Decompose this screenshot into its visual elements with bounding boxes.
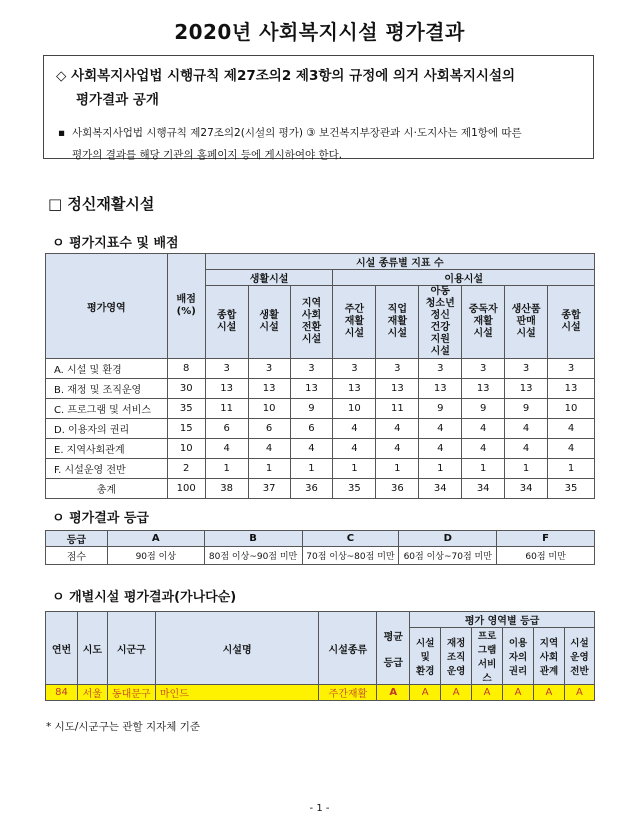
value-cell: 34	[505, 479, 548, 499]
value-cell: 4	[376, 439, 419, 459]
value-cell: 6	[248, 419, 290, 439]
value-cell: 9	[505, 399, 548, 419]
value-cell: 3	[548, 359, 595, 379]
value-cell: 4	[333, 419, 376, 439]
intro-bullet	[58, 122, 522, 166]
name-cell: 마인드	[155, 685, 319, 701]
value-cell: 4	[333, 439, 376, 459]
value-cell: 4	[419, 419, 462, 439]
area-cell: F. 시설운영 전반	[46, 459, 168, 479]
header-use: 이용시설	[333, 270, 595, 286]
value-cell: 4	[376, 419, 419, 439]
value-cell: 1	[333, 459, 376, 479]
table-row	[46, 479, 595, 499]
value-cell: 36	[290, 479, 333, 499]
value-cell: 4	[548, 419, 595, 439]
header-area-group: 평가 영역별 등급	[410, 612, 595, 628]
score-cell: 2	[167, 459, 205, 479]
score-cell: 35	[167, 399, 205, 419]
value-cell: 34	[419, 479, 462, 499]
value-cell: 34	[462, 479, 505, 499]
value-cell: 3	[205, 359, 248, 379]
value-cell: 11	[376, 399, 419, 419]
grade-cell: C	[302, 531, 399, 547]
value-cell: 1	[505, 459, 548, 479]
header-score: 배점 (%)	[167, 254, 205, 359]
value-cell: 3	[505, 359, 548, 379]
range-cell: 70점 이상~80점 미만	[302, 547, 399, 565]
value-cell: 38	[205, 479, 248, 499]
table-row	[46, 419, 595, 439]
section-heading: □ 정신재활시설	[48, 195, 155, 213]
value-cell: 10	[248, 399, 290, 419]
grade-cell: A	[377, 685, 410, 701]
header-name: 시설명	[155, 612, 319, 685]
header-sido: 시도	[77, 612, 107, 685]
type-cell: 주간재활	[319, 685, 377, 701]
value-cell: 13	[462, 379, 505, 399]
column-header: 생산품 판매 시설	[505, 286, 548, 359]
sido-cell: 서울	[77, 685, 107, 701]
area-grade-cell: A	[441, 685, 472, 701]
column-header: 주간 재활 시설	[333, 286, 376, 359]
value-cell: 3	[376, 359, 419, 379]
grade-cell: D	[399, 531, 497, 547]
sigungu-cell: 동대문구	[107, 685, 155, 701]
score-cell: 100	[167, 479, 205, 499]
value-cell: 37	[248, 479, 290, 499]
table-row	[46, 399, 595, 419]
area-cell: B. 재정 및 조직운영	[46, 379, 168, 399]
area-cell: A. 시설 및 환경	[46, 359, 168, 379]
area-cell: C. 프로그램 및 서비스	[46, 399, 168, 419]
value-cell: 3	[333, 359, 376, 379]
header-group: 시설 종류별 지표 수	[205, 254, 594, 270]
value-cell: 10	[333, 399, 376, 419]
table-row	[46, 459, 595, 479]
table-row	[46, 359, 595, 379]
value-cell: 13	[548, 379, 595, 399]
value-cell: 1	[248, 459, 290, 479]
area-header: 프로 그램 서비 스	[472, 628, 503, 685]
value-cell: 11	[205, 399, 248, 419]
range-label: 점수	[46, 547, 108, 565]
score-cell: 15	[167, 419, 205, 439]
value-cell: 4	[290, 439, 333, 459]
column-header: 종합 시설	[548, 286, 595, 359]
value-cell: 13	[505, 379, 548, 399]
value-cell: 4	[505, 439, 548, 459]
footnote: * 시도/시군구는 관할 지자체 기준	[46, 721, 200, 733]
value-cell: 1	[548, 459, 595, 479]
value-cell: 13	[333, 379, 376, 399]
value-cell: 4	[419, 439, 462, 459]
area-header: 재정 조직 운영	[441, 628, 472, 685]
value-cell: 6	[205, 419, 248, 439]
intro-line-1: ◇ 사회복지사업법 시행규칙 제27조의2 제3항의 규정에 의거 사회복지시설의	[56, 68, 516, 84]
area-grade-cell: A	[472, 685, 503, 701]
value-cell: 1	[290, 459, 333, 479]
range-cell: 90점 이상	[107, 547, 204, 565]
score-table	[45, 253, 595, 499]
value-cell: 13	[376, 379, 419, 399]
area-grade-cell: A	[534, 685, 565, 701]
no-cell: 84	[46, 685, 78, 701]
grade-cell: F	[497, 531, 595, 547]
value-cell: 4	[548, 439, 595, 459]
column-header: 생활 시설	[248, 286, 290, 359]
value-cell: 1	[419, 459, 462, 479]
area-header: 시설 운영 전반	[564, 628, 594, 685]
value-cell: 3	[290, 359, 333, 379]
area-grade-cell: A	[503, 685, 534, 701]
intro-box	[43, 55, 594, 159]
value-cell: 4	[248, 439, 290, 459]
intro-line-2: 평가결과 공개	[76, 92, 159, 108]
header-area: 평가영역	[46, 254, 168, 359]
value-cell: 4	[205, 439, 248, 459]
bullet-icon: ▪	[58, 127, 66, 139]
intro-bullet-line-2: 평가의 결과를 해당 기관의 홈페이지 등에 게시하여야 한다.	[72, 149, 343, 161]
subheading-grade: ㅇ 평가결과 등급	[52, 511, 149, 526]
score-cell: 8	[167, 359, 205, 379]
value-cell: 9	[419, 399, 462, 419]
area-cell: 총계	[46, 479, 168, 499]
table-row	[46, 439, 595, 459]
value-cell: 13	[205, 379, 248, 399]
range-cell: 60점 미만	[497, 547, 595, 565]
value-cell: 1	[376, 459, 419, 479]
header-grade: 평균 등급	[377, 612, 410, 685]
column-header: 중독자 재활 시설	[462, 286, 505, 359]
value-cell: 3	[248, 359, 290, 379]
range-cell: 60점 이상~70점 미만	[399, 547, 497, 565]
area-cell: D. 이용자의 권리	[46, 419, 168, 439]
header-no: 연번	[46, 612, 78, 685]
area-header: 이용 자의 권리	[503, 628, 534, 685]
subheading-facility: ㅇ 개별시설 평가결과(가나다순)	[52, 590, 237, 605]
grade-cell: B	[204, 531, 302, 547]
table-row	[46, 685, 595, 701]
value-cell: 13	[248, 379, 290, 399]
score-cell: 30	[167, 379, 205, 399]
value-cell: 1	[462, 459, 505, 479]
value-cell: 35	[333, 479, 376, 499]
value-cell: 36	[376, 479, 419, 499]
range-cell: 80점 이상~90점 미만	[204, 547, 302, 565]
value-cell: 13	[290, 379, 333, 399]
column-header: 지역 사회 전환 시설	[290, 286, 333, 359]
value-cell: 3	[462, 359, 505, 379]
subheading-score: ㅇ 평가지표수 및 배점	[52, 236, 179, 251]
area-cell: E. 지역사회관계	[46, 439, 168, 459]
header-sigungu: 시군구	[107, 612, 155, 685]
page-number: - 1 -	[309, 803, 330, 814]
area-grade-cell: A	[410, 685, 441, 701]
value-cell: 4	[462, 419, 505, 439]
value-cell: 1	[205, 459, 248, 479]
header-type: 시설종류	[319, 612, 377, 685]
area-header: 시설 및 환경	[410, 628, 441, 685]
intro-bullet-line-1: 사회복지사업법 시행규칙 제27조의2(시설의 평가) ③ 보건복지부장관과 시·도지사는 제1항에 따른	[72, 127, 522, 139]
grade-table	[45, 530, 595, 565]
column-header: 직업 재활 시설	[376, 286, 419, 359]
score-cell: 10	[167, 439, 205, 459]
value-cell: 10	[548, 399, 595, 419]
value-cell: 6	[290, 419, 333, 439]
value-cell: 4	[505, 419, 548, 439]
value-cell: 9	[462, 399, 505, 419]
grade-cell: A	[107, 531, 204, 547]
value-cell: 3	[419, 359, 462, 379]
value-cell: 13	[419, 379, 462, 399]
column-header: 아동 청소년 정신 건강 지원 시설	[419, 286, 462, 359]
value-cell: 9	[290, 399, 333, 419]
column-header: 종합 시설	[205, 286, 248, 359]
table-row	[46, 379, 595, 399]
facility-table	[45, 611, 595, 701]
header-living: 생활시설	[205, 270, 333, 286]
area-grade-cell: A	[564, 685, 594, 701]
value-cell: 35	[548, 479, 595, 499]
value-cell: 4	[462, 439, 505, 459]
grade-label: 등급	[46, 531, 108, 547]
area-header: 지역 사회 관계	[534, 628, 565, 685]
page-title: 2020년 사회복지시설 평가결과	[174, 20, 465, 44]
